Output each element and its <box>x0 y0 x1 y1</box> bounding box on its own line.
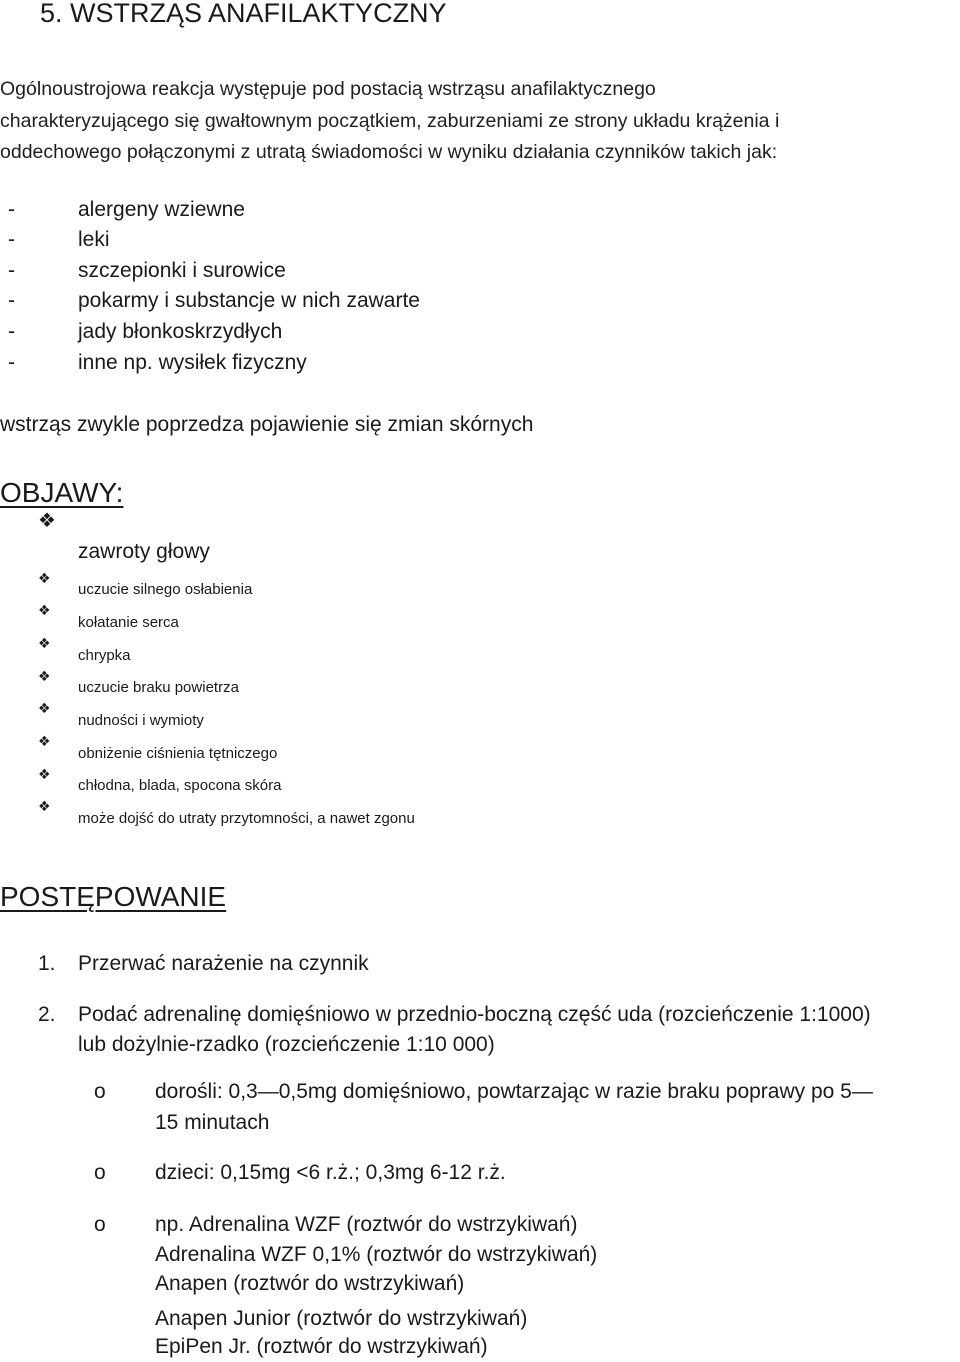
diamond-bullet-icon: ❖ <box>38 799 51 815</box>
step-text: Przerwać narażenie na czynnik <box>78 952 369 975</box>
step-text: Podać adrenalinę domięśniowo w przednio-boczną część uda (rozcieńczenie 1:1000) <box>78 1003 871 1026</box>
list-item-text: inne np. wysiłek fizyczny <box>78 351 307 374</box>
intro-line: oddechowego połączonymi z utratą świadomości w wyniku działania czynników takich jak: <box>0 141 778 163</box>
list-item-text: 15 minutach <box>155 1111 270 1134</box>
circle-bullet-icon: o <box>94 1080 106 1103</box>
dash-bullet: - <box>8 228 15 251</box>
list-item: chrypka <box>78 647 131 664</box>
list-item-text: Adrenalina WZF 0,1% (roztwór do wstrzykiwań) <box>155 1243 598 1266</box>
list-item-text: pokarmy i substancje w nich zawarte <box>78 289 420 312</box>
page-title: 5. WSTRZĄS ANAFILAKTYCZNY <box>40 0 447 28</box>
list-item: obniżenie ciśnienia tętniczego <box>78 745 278 762</box>
list-item: kołatanie serca <box>78 614 179 631</box>
diamond-bullet-icon: ❖ <box>38 669 51 685</box>
list-item: uczucie silnego osłabienia <box>78 581 253 598</box>
intro-line: charakteryzującego się gwałtownym początkiem, zaburzeniami ze strony układu krążenia i <box>0 110 780 132</box>
step-text: lub dożylnie-rzadko (rozcieńczenie 1:10 000) <box>78 1033 495 1056</box>
procedure-heading: POSTĘPOWANIE <box>0 881 227 912</box>
list-item-text: dorośli: 0,3—0,5mg domięśniowo, powtarzając w razie braku poprawy po 5— <box>155 1080 873 1103</box>
list-item-text: np. Adrenalina WZF (roztwór do wstrzykiwań) <box>155 1213 578 1236</box>
step-number: 1. <box>38 952 56 975</box>
list-item-text: leki <box>78 228 110 251</box>
diamond-bullet-icon: ❖ <box>38 603 51 619</box>
circle-bullet-icon: o <box>94 1161 106 1184</box>
list-item-text: jady błonkoskrzydłych <box>78 320 283 343</box>
symptoms-heading: OBJAWY: <box>0 477 124 508</box>
list-item-text: szczepionki i surowice <box>78 259 286 282</box>
list-item-text: EpiPen Jr. (roztwór do wstrzykiwań) <box>155 1335 488 1358</box>
diamond-bullet-icon: ❖ <box>38 508 54 532</box>
diamond-bullet-icon: ❖ <box>38 734 51 750</box>
list-item: nudności i wymioty <box>78 712 204 729</box>
list-item: uczucie braku powietrza <box>78 679 239 696</box>
list-item-text: Anapen Junior (roztwór do wstrzykiwań) <box>155 1307 528 1330</box>
diamond-bullet-icon: ❖ <box>38 636 51 652</box>
dash-bullet: - <box>8 259 15 282</box>
list-item: może dojść do utraty przytomności, a nawet zgonu <box>78 810 415 827</box>
list-item-text: alergeny wziewne <box>78 198 245 221</box>
dash-bullet: - <box>8 198 15 221</box>
dash-bullet: - <box>8 320 15 343</box>
diamond-bullet-icon: ❖ <box>38 701 51 717</box>
step-number: 2. <box>38 1003 56 1026</box>
dash-bullet: - <box>8 289 15 312</box>
intro-line: Ogólnoustrojowa reakcja występuje pod postacią wstrząsu anafilaktycznego <box>0 78 656 100</box>
diamond-bullet-icon: ❖ <box>38 571 51 587</box>
circle-bullet-icon: o <box>94 1213 106 1236</box>
dash-bullet: - <box>8 351 15 374</box>
skin-changes-note: wstrząs zwykle poprzedza pojawienie się zmian skórnych <box>0 413 534 436</box>
list-item-text: Anapen (roztwór do wstrzykiwań) <box>155 1272 465 1295</box>
diamond-bullet-icon: ❖ <box>38 767 51 783</box>
list-item: zawroty głowy <box>78 540 210 563</box>
list-item-text: dzieci: 0,15mg <6 r.ż.; 0,3mg 6-12 r.ż. <box>155 1161 506 1184</box>
list-item: chłodna, blada, spocona skóra <box>78 777 282 794</box>
